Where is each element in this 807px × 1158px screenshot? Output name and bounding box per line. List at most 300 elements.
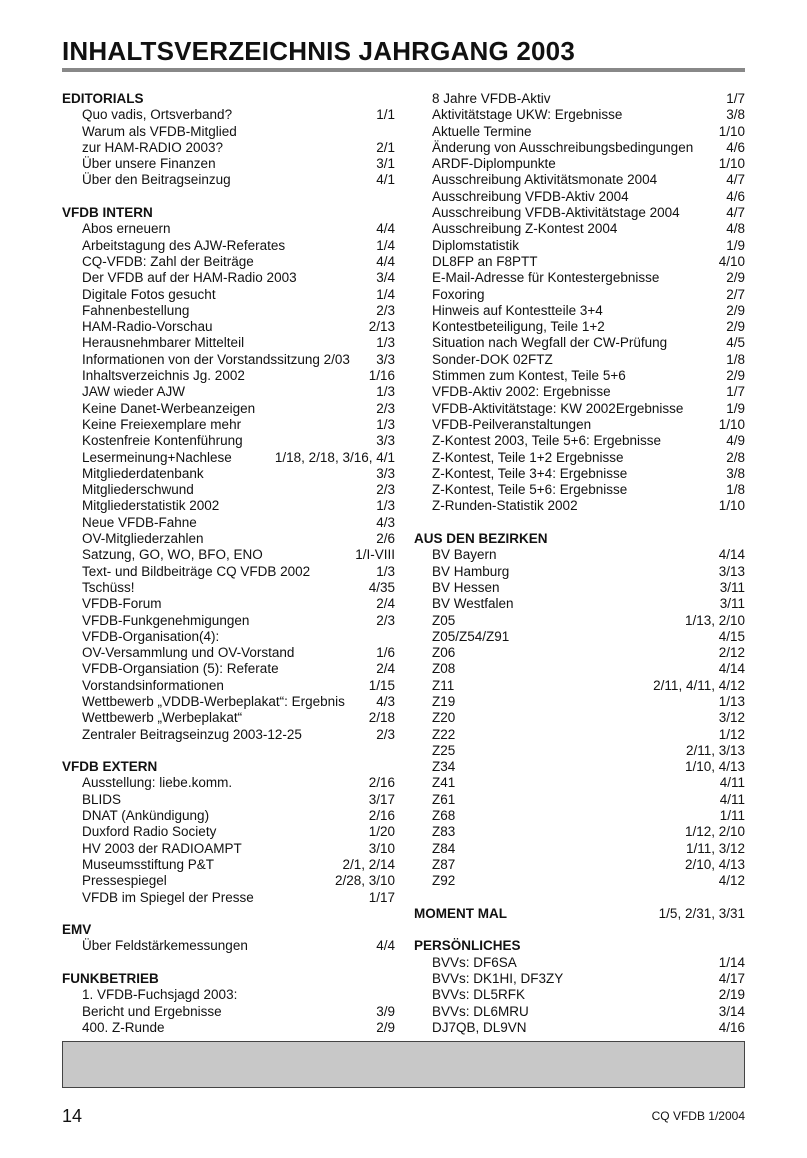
- entry-title: Fahnenbestellung: [82, 302, 190, 318]
- entry-title: Foxoring: [432, 286, 485, 302]
- entry-pages: 2/3: [376, 482, 395, 498]
- entry-pages: 2/4: [376, 661, 395, 677]
- entry-title: VFDB-Aktiv 2002: Ergebnisse: [432, 384, 611, 400]
- entry-pages: 3/10: [368, 840, 395, 856]
- toc-entry: [414, 401, 745, 417]
- entry-pages: 1/13: [718, 693, 745, 709]
- entry-title: VFDB-Funkgenehmigungen: [82, 612, 250, 628]
- entry-title: CQ-VFDB: Zahl der Beiträge: [82, 253, 254, 269]
- entry-pages: 3/8: [726, 107, 745, 123]
- entry-title: DNAT (Ankündigung): [82, 808, 210, 824]
- entry-title: Arbeitstagung des AJW-Referates: [82, 237, 286, 253]
- toc-entry: [62, 466, 395, 482]
- entry-pages: 2/28, 3/10: [334, 873, 395, 889]
- entry-pages: 3/14: [718, 1003, 745, 1019]
- entry-pages: 1/15: [368, 677, 395, 693]
- toc-entry: [62, 450, 395, 466]
- toc-entry: [62, 678, 395, 694]
- toc-entry: [414, 987, 745, 1003]
- entry-pages: 2/9: [726, 368, 745, 384]
- entry-title: Ausschreibung Aktivitätsmonate 2004: [432, 172, 658, 188]
- entry-title: ARDF-Diplompunkte: [432, 156, 556, 172]
- entry-pages: 1/9: [726, 237, 745, 253]
- entry-title: Z87: [432, 856, 456, 872]
- toc-entry: [62, 482, 395, 498]
- section-gap: [62, 189, 395, 205]
- toc-entry: [414, 792, 745, 808]
- toc-entry: [414, 319, 745, 335]
- toc-entry: [62, 596, 395, 612]
- entry-pages: 2/9: [726, 270, 745, 286]
- entry-title: Keine Freiexemplare mehr: [82, 416, 242, 432]
- entry-title: Z05: [432, 612, 456, 628]
- section-gap: [414, 515, 745, 531]
- section-heading: EDITORIALS: [62, 91, 144, 106]
- entry-title: Z08: [432, 661, 456, 677]
- entry-title: Z-Runden-Statistik 2002: [432, 498, 578, 514]
- toc-entry: [62, 352, 395, 368]
- toc-entry: [414, 287, 745, 303]
- entry-pages: 4/3: [376, 514, 395, 530]
- entry-pages: 2/1: [376, 139, 395, 155]
- entry-pages: 4/12: [718, 873, 745, 889]
- section-heading: [414, 906, 745, 922]
- entry-pages: 1/10: [718, 156, 745, 172]
- entry-title: Kontestbeteiligung, Teile 1+2: [432, 319, 605, 335]
- toc-entry: [62, 547, 395, 563]
- toc-entry: [62, 987, 395, 1003]
- toc-entry: [62, 319, 395, 335]
- entry-title: Wettbewerb „Werbeplakat“: [82, 710, 243, 726]
- toc-entry: [414, 1004, 745, 1020]
- entry-title: Duxford Radio Society: [82, 824, 217, 840]
- entry-pages: 1/10, 4/13: [684, 759, 745, 775]
- toc-entry: [62, 498, 395, 514]
- entry-title: Lesermeinung+Nachlese: [82, 449, 232, 465]
- toc-entry: [62, 890, 395, 906]
- entry-title: Über unsere Finanzen: [82, 156, 216, 172]
- entry-title: Z68: [432, 808, 456, 824]
- section-heading: VFDB EXTERN: [62, 759, 158, 775]
- section-gap: [62, 743, 395, 759]
- entry-title: Z19: [432, 693, 456, 709]
- entry-title: Z05/Z54/Z91: [432, 628, 510, 644]
- section-heading: FUNKBETRIEB: [62, 971, 159, 987]
- toc-entry: [62, 792, 395, 808]
- toc-entry: [414, 873, 745, 889]
- entry-pages: 1/10: [718, 123, 745, 139]
- entry-pages: 2/8: [726, 449, 745, 465]
- toc-entry: [414, 955, 745, 971]
- entry-pages: 2/3: [376, 302, 395, 318]
- entry-pages: 4/7: [726, 205, 745, 221]
- entry-pages: 1/10: [718, 498, 745, 514]
- toc-entry: [62, 661, 395, 677]
- entry-pages: 1/I-VIII: [355, 547, 395, 563]
- toc-entry: [414, 759, 745, 775]
- toc-entry: [414, 107, 745, 123]
- entry-title: HV 2003 der RADIOAMPT: [82, 840, 242, 856]
- entry-title: VFDB-Forum: [82, 596, 162, 612]
- entry-pages: 2/9: [726, 302, 745, 318]
- entry-title: Keine Danet-Werbeanzeigen: [82, 400, 256, 416]
- toc-entry: [414, 661, 745, 677]
- entry-pages: 2/13: [368, 319, 395, 335]
- entry-pages: 3/4: [376, 270, 395, 286]
- entry-pages: 1/3: [376, 563, 395, 579]
- toc-entry: [414, 857, 745, 873]
- entry-title: DJ7QB, DL9VN: [432, 1019, 527, 1035]
- entry-pages: 4/5: [726, 335, 745, 351]
- entry-pages: 3/8: [726, 465, 745, 481]
- entry-pages: 4/9: [726, 433, 745, 449]
- entry-title: Änderung von Ausschreibungsbedingungen: [432, 139, 694, 155]
- entry-pages: 4/8: [726, 221, 745, 237]
- entry-title: BVVs: DL5RFK: [432, 987, 526, 1003]
- entry-pages: 3/3: [376, 465, 395, 481]
- entry-pages: 4/1: [376, 172, 395, 188]
- page-number: 14: [62, 1106, 83, 1126]
- entry-pages: 2/7: [726, 286, 745, 302]
- entry-pages: 1/17: [368, 889, 395, 905]
- toc-entry: [414, 775, 745, 791]
- entry-title: BVVs: DK1HI, DF3ZY: [432, 971, 564, 987]
- toc-entry: [414, 547, 745, 563]
- toc-entry: [414, 629, 745, 645]
- toc-entry: [414, 450, 745, 466]
- entry-pages: 3/3: [376, 433, 395, 449]
- entry-title: VFDB-Aktivitätstage: KW 2002Ergebnisse: [432, 400, 684, 416]
- entry-title: Wettbewerb „VDDB-Werbeplakat“: Ergebnis: [82, 693, 345, 709]
- entry-pages: 3/13: [718, 563, 745, 579]
- toc-entry: [62, 515, 395, 531]
- toc-entry: [62, 270, 395, 286]
- entry-pages: 3/12: [718, 710, 745, 726]
- toc-entry: [62, 221, 395, 237]
- toc-entry: [414, 433, 745, 449]
- entry-pages: 1/3: [376, 335, 395, 351]
- toc-entry: [62, 938, 395, 954]
- toc-entry: [414, 238, 745, 254]
- entry-title: Ausschreibung VFDB-Aktiv 2004: [432, 188, 629, 204]
- entry-pages: 4/3: [376, 693, 395, 709]
- entry-pages: 1/7: [726, 91, 745, 106]
- entry-title: zur HAM-RADIO 2003?: [82, 139, 224, 155]
- entry-title: DL8FP an F8PTT: [432, 253, 538, 269]
- entry-title: Z-Kontest, Teile 1+2 Ergebnisse: [432, 449, 624, 465]
- entry-pages: 2/19: [718, 987, 745, 1003]
- entry-title: 1. VFDB-Fuchsjagd 2003:: [82, 987, 238, 1003]
- toc-entry: [414, 613, 745, 629]
- entry-title: Digitale Fotos gesucht: [82, 286, 216, 302]
- entry-title: Z11: [432, 677, 455, 693]
- entry-pages: 1/11, 3/12: [685, 840, 745, 856]
- entry-pages: 2/3: [376, 612, 395, 628]
- entry-title: Pressespiegel: [82, 873, 167, 889]
- toc-entry: [62, 287, 395, 303]
- entry-title: Stimmen zum Kontest, Teile 5+6: [432, 368, 626, 384]
- entry-pages: 4/4: [376, 938, 395, 954]
- toc-entry: [62, 254, 395, 270]
- toc-entry: [414, 221, 745, 237]
- entry-title: Z61: [432, 791, 456, 807]
- entry-title: Aktuelle Termine: [432, 123, 532, 139]
- section-gap: [62, 906, 395, 922]
- entry-title: Quo vadis, Ortsverband?: [82, 107, 233, 123]
- toc-entry: [62, 335, 395, 351]
- entry-pages: 4/15: [718, 628, 745, 644]
- toc-entry: [62, 841, 395, 857]
- toc-entry: [62, 531, 395, 547]
- section-heading: PERSÖNLICHES: [414, 938, 521, 954]
- toc-entry: [62, 824, 395, 840]
- entry-title: Informationen von der Vorstandssitzung 2/03: [82, 351, 350, 367]
- section-gap: [414, 890, 745, 906]
- toc-entry: [62, 124, 395, 140]
- entry-pages: 4/4: [376, 221, 395, 237]
- entry-pages: 2/11, 4/11, 4/12: [653, 677, 745, 693]
- entry-title: BV Bayern: [432, 547, 497, 563]
- entry-pages: 2/4: [376, 596, 395, 612]
- entry-title: Über den Beitragseinzug: [82, 172, 231, 188]
- entry-title: OV-Versammlung und OV-Vorstand: [82, 645, 295, 661]
- toc-entry: [414, 710, 745, 726]
- section-heading: VFDB INTERN: [62, 205, 153, 221]
- entry-pages: 4/6: [726, 139, 745, 155]
- entry-title: Über Feldstärkemessungen: [82, 938, 248, 954]
- toc-entry: [414, 498, 745, 514]
- toc-entry: [62, 303, 395, 319]
- entry-pages: 1/9: [726, 400, 745, 416]
- entry-pages: 1/4: [376, 237, 395, 253]
- toc-entry: [414, 808, 745, 824]
- entry-title: OV-Mitgliederzahlen: [82, 531, 204, 547]
- entry-pages: 1/1: [376, 107, 395, 123]
- entry-pages: 2/10, 4/13: [684, 856, 745, 872]
- toc-entry: [414, 368, 745, 384]
- entry-title: Mitgliederdatenbank: [82, 465, 204, 481]
- entry-pages: 1/20: [368, 824, 395, 840]
- entry-title: 400. Z-Runde: [82, 1019, 165, 1035]
- toc-entry: [62, 564, 395, 580]
- entry-title: Ausstellung: liebe.komm.: [82, 775, 233, 791]
- toc-entry: [414, 971, 745, 987]
- entry-pages: 2/3: [376, 726, 395, 742]
- page-title: INHALTSVERZEICHNIS JAHRGANG 2003: [62, 36, 576, 66]
- entry-title: Z22: [432, 726, 456, 742]
- entry-pages: 1/12: [718, 726, 745, 742]
- entry-pages: 2/18: [368, 710, 395, 726]
- entry-pages: 2/16: [368, 808, 395, 824]
- entry-pages: 1/8: [726, 351, 745, 367]
- entry-title: Mitgliederschwund: [82, 482, 194, 498]
- entry-title: Sonder-DOK 02FTZ: [432, 351, 553, 367]
- entry-pages: 1/12, 2/10: [684, 824, 745, 840]
- entry-title: Ausschreibung VFDB-Aktivitätstage 2004: [432, 205, 680, 221]
- toc-entry: [62, 629, 395, 645]
- entry-pages: 4/10: [718, 253, 745, 269]
- entry-title: VFDB-Organisation(4):: [82, 628, 220, 644]
- toc-entry: [414, 124, 745, 140]
- entry-title: Herausnehmbarer Mittelteil: [82, 335, 245, 351]
- entry-title: Vorstandsinformationen: [82, 677, 224, 693]
- toc-entry: [414, 140, 745, 156]
- toc-entry: [62, 172, 395, 188]
- entry-title: Abos erneuern: [82, 221, 171, 237]
- entry-title: Diplomstatistik: [432, 237, 520, 253]
- entry-title: Z84: [432, 840, 456, 856]
- entry-title: Mitgliederstatistik 2002: [82, 498, 220, 514]
- entry-title: BVVs: DL6MRU: [432, 1003, 529, 1019]
- title-rule: [62, 68, 745, 72]
- toc-entry: [414, 384, 745, 400]
- entry-pages: 1/16: [368, 368, 395, 384]
- entry-title: Z92: [432, 873, 456, 889]
- entry-title: VFDB-Organsiation (5): Referate: [82, 661, 279, 677]
- entry-pages: 1/14: [718, 954, 745, 970]
- toc-entry: [62, 417, 395, 433]
- right-column: [414, 91, 745, 1036]
- toc-entry: [62, 107, 395, 123]
- toc-entry: [62, 694, 395, 710]
- entry-pages: 4/14: [718, 547, 745, 563]
- toc-entry: [62, 401, 395, 417]
- toc-entry: [414, 335, 745, 351]
- entry-pages: 2/3: [376, 400, 395, 416]
- section-gap: [414, 922, 745, 938]
- entry-pages: 4/6: [726, 188, 745, 204]
- entry-pages: 2/9: [376, 1019, 395, 1035]
- entry-pages: 1/10: [718, 416, 745, 432]
- toc-entry: [62, 857, 395, 873]
- entry-title: Z20: [432, 710, 456, 726]
- entry-pages: 2/1, 2/14: [342, 856, 395, 872]
- toc-entry: [62, 368, 395, 384]
- toc-entry: [414, 743, 745, 759]
- entry-pages: 2/16: [368, 775, 395, 791]
- toc-entry: [414, 189, 745, 205]
- entry-title: Der VFDB auf der HAM-Radio 2003: [82, 270, 297, 286]
- entry-title: Hinweis auf Kontestteile 3+4: [432, 302, 603, 318]
- entry-pages: 4/35: [368, 579, 395, 595]
- entry-pages: 1/3: [376, 498, 395, 514]
- entry-pages: 3/11: [719, 596, 745, 612]
- entry-title: Z83: [432, 824, 456, 840]
- left-column: [62, 91, 395, 1036]
- toc-entry: [414, 254, 745, 270]
- entry-title: Warum als VFDB-Mitglied: [82, 123, 237, 139]
- toc-entry: [62, 710, 395, 726]
- entry-pages: 3/11: [719, 579, 745, 595]
- entry-pages: 1/7: [726, 384, 745, 400]
- toc-entry: [414, 352, 745, 368]
- toc-entry: [414, 482, 745, 498]
- toc-entry: [414, 564, 745, 580]
- entry-pages: 3/9: [376, 1003, 395, 1019]
- entry-pages: 2/6: [376, 531, 395, 547]
- entry-title: Zentraler Beitragseinzug 2003-12-25: [82, 726, 302, 742]
- toc-entry: [414, 580, 745, 596]
- entry-title: Ausschreibung Z-Kontest 2004: [432, 221, 618, 237]
- entry-title: Neue VFDB-Fahne: [82, 514, 197, 530]
- entry-pages: 3/3: [376, 351, 395, 367]
- toc-entry: [414, 172, 745, 188]
- toc-entry: [62, 1020, 395, 1036]
- entry-pages: 1/3: [376, 384, 395, 400]
- entry-pages: 4/14: [718, 661, 745, 677]
- entry-title: Z-Kontest, Teile 5+6: Ergebnisse: [432, 482, 628, 498]
- entry-pages: 1/11: [719, 808, 745, 824]
- toc-entry: [62, 384, 395, 400]
- footer-box: [62, 1041, 745, 1088]
- toc-entry: [62, 1004, 395, 1020]
- toc-entry: [414, 645, 745, 661]
- toc-entry: [414, 303, 745, 319]
- entry-title: Text- und Bildbeiträge CQ VFDB 2002: [82, 563, 311, 579]
- entry-pages: 4/7: [726, 172, 745, 188]
- toc-entry: [62, 433, 395, 449]
- toc-entry: [414, 205, 745, 221]
- entry-pages: 1/3: [376, 416, 395, 432]
- entry-title: Bericht und Ergebnisse: [82, 1003, 222, 1019]
- entry-title: Satzung, GO, WO, BFO, ENO: [82, 547, 263, 563]
- entry-pages: 1/13, 2/10: [684, 612, 745, 628]
- section-heading: AUS DEN BEZIRKEN: [414, 531, 548, 547]
- entry-pages: 1/6: [376, 645, 395, 661]
- entry-pages: 2/9: [726, 319, 745, 335]
- entry-pages: 4/11: [719, 775, 745, 791]
- toc-entry: [414, 417, 745, 433]
- entry-title: Z-Kontest 2003, Teile 5+6: Ergebnisse: [432, 433, 662, 449]
- entry-pages: 4/17: [718, 971, 745, 987]
- toc-entry: [414, 91, 745, 107]
- toc-entry: [414, 824, 745, 840]
- entry-title: Aktivitätstage UKW: Ergebnisse: [432, 107, 623, 123]
- toc-entry: [414, 694, 745, 710]
- entry-title: E-Mail-Adresse für Kontestergebnisse: [432, 270, 660, 286]
- entry-title: VFDB-Peilveranstaltungen: [432, 416, 592, 432]
- entry-pages: 4/11: [719, 791, 745, 807]
- toc-entry: [62, 613, 395, 629]
- issue-label: CQ VFDB 1/2004: [651, 1109, 745, 1123]
- entry-pages: 1/4: [376, 286, 395, 302]
- toc-entry: [62, 140, 395, 156]
- entry-title: Z-Kontest, Teile 3+4: Ergebnisse: [432, 465, 628, 481]
- toc-entry: [414, 596, 745, 612]
- entry-title: Museumsstiftung P&T: [82, 856, 215, 872]
- toc-entry: [414, 841, 745, 857]
- toc-entry: [62, 238, 395, 254]
- entry-title: Situation nach Wegfall der CW-Prüfung: [432, 335, 668, 351]
- section-heading-text: MOMENT MAL: [414, 905, 507, 921]
- entry-title: Inhaltsverzeichnis Jg. 2002: [82, 368, 245, 384]
- toc-entry: [414, 270, 745, 286]
- entry-title: Z25: [432, 742, 456, 758]
- entry-title: Z06: [432, 645, 456, 661]
- entry-title: Kostenfreie Kontenführung: [82, 433, 243, 449]
- toc-entry: [62, 775, 395, 791]
- toc-entry: [62, 156, 395, 172]
- entry-title: BV Westfalen: [432, 596, 514, 612]
- toc-entry: [414, 727, 745, 743]
- entry-pages: 3/17: [368, 791, 395, 807]
- entry-pages: 2/12: [718, 645, 745, 661]
- toc-entry: [62, 727, 395, 743]
- entry-title: Z41: [432, 775, 456, 791]
- toc-entry: [414, 156, 745, 172]
- section-heading-pages: 1/5, 2/31, 3/31: [658, 905, 745, 921]
- entry-title: BLIDS: [82, 791, 122, 807]
